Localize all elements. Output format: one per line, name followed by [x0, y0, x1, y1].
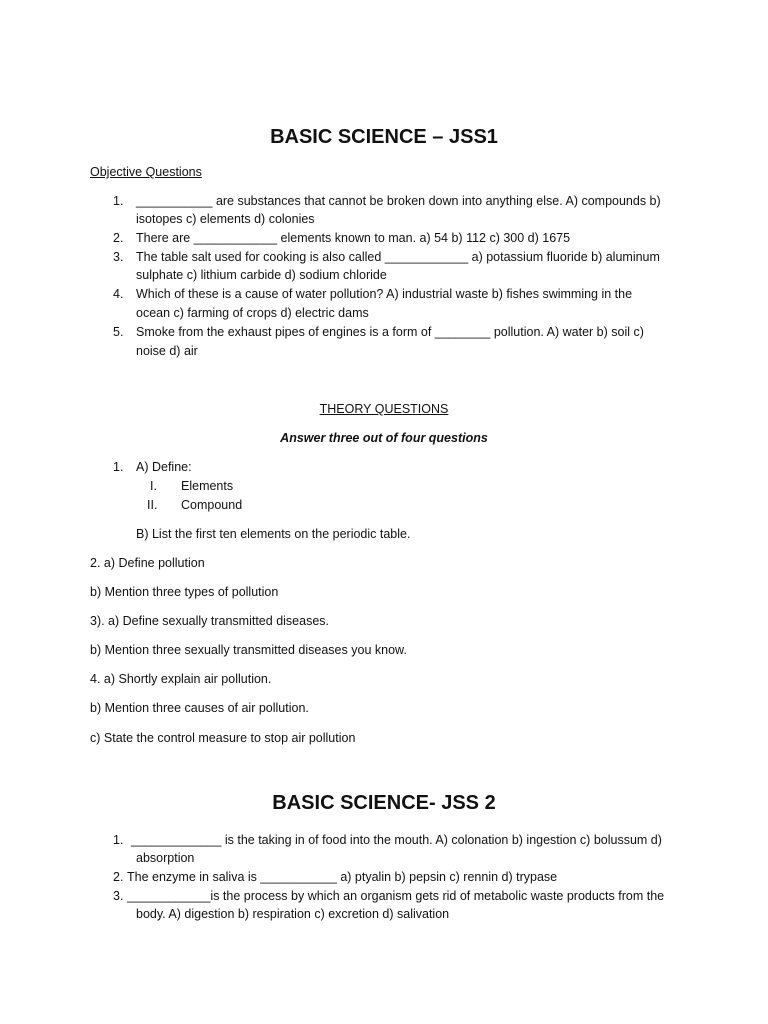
- theory-q1-sub2-number: II.: [147, 498, 158, 512]
- jss1-q1-number: 1.: [113, 194, 124, 208]
- theory-q1-text: A) Define:: [136, 460, 192, 474]
- jss2-q3-number: 3.: [113, 889, 124, 903]
- jss1-q4-number: 4.: [113, 287, 124, 301]
- jss2-q3-line2: body. A) digestion b) respiration c) excretion d) salivation: [136, 907, 450, 921]
- jss1-q3-line1: The table salt used for cooking is also called ____________ a) potassium fluoride b) aluminum: [136, 250, 660, 264]
- jss1-q5-number: 5.: [113, 325, 124, 339]
- theory-q1-part-b: B) List the first ten elements on the periodic table.: [136, 527, 411, 541]
- jss2-q2-number: 2.: [113, 870, 124, 884]
- jss1-q3-line2: sulphate c) lithium carbide d) sodium chloride: [136, 268, 387, 282]
- jss1-q5-line1: Smoke from the exhaust pipes of engines is a form of ________ pollution. A) water b) soil c): [136, 325, 644, 339]
- jss2-q1-line2: absorption: [136, 851, 195, 865]
- theory-line: b) Mention three causes of air pollution.: [90, 701, 309, 715]
- jss1-q5-line2: noise d) air: [136, 344, 198, 358]
- theory-line: 4. a) Shortly explain air pollution.: [90, 672, 272, 686]
- jss1-q4-line1: Which of these is a cause of water pollution? A) industrial waste b) fishes swimming in the: [136, 287, 633, 301]
- jss1-q4-line2: ocean c) farming of crops d) electric dams: [136, 306, 369, 320]
- theory-instruction: Answer three out of four questions: [280, 431, 488, 445]
- jss2-q1-number: 1.: [113, 833, 124, 847]
- objective-questions-heading: Objective Questions: [90, 165, 202, 179]
- theory-q1-sub1-text: Elements: [181, 479, 234, 493]
- jss1-q3-number: 3.: [113, 250, 124, 264]
- jss1-q1-line1: ___________ are substances that cannot be broken down into anything else. A) compounds b): [136, 194, 661, 208]
- theory-q1-sub2-text: Compound: [181, 498, 243, 512]
- theory-questions-heading: THEORY QUESTIONS: [319, 402, 449, 416]
- jss1-q1-line2: isotopes c) elements d) colonies: [136, 212, 315, 226]
- jss2-q1-line1: _____________ is the taking in of food into the mouth. A) colonation b) ingestion c) bolussum d): [131, 833, 662, 847]
- theory-line: c) State the control measure to stop air pollution: [90, 731, 356, 745]
- jss1-q2-line1: There are ____________ elements known to man. a) 54 b) 112 c) 300 d) 1675: [136, 231, 571, 245]
- theory-line: b) Mention three sexually transmitted diseases you know.: [90, 643, 407, 657]
- theory-q1-number: 1.: [113, 460, 124, 474]
- jss2-q2-line1: The enzyme in saliva is ___________ a) ptyalin b) pepsin c) rennin d) trypase: [127, 870, 558, 884]
- jss2-title: BASIC SCIENCE- JSS 2: [272, 792, 496, 814]
- theory-line: b) Mention three types of pollution: [90, 585, 279, 599]
- theory-line: 2. a) Define pollution: [90, 556, 205, 570]
- jss1-title: BASIC SCIENCE – JSS1: [270, 126, 498, 148]
- theory-q1-sub1-number: I.: [150, 479, 157, 493]
- jss2-q3-line1: ____________is the process by which an organism gets rid of metabolic waste products from the: [127, 889, 665, 903]
- jss1-q2-number: 2.: [113, 231, 124, 245]
- theory-line: 3). a) Define sexually transmitted diseases.: [90, 614, 329, 628]
